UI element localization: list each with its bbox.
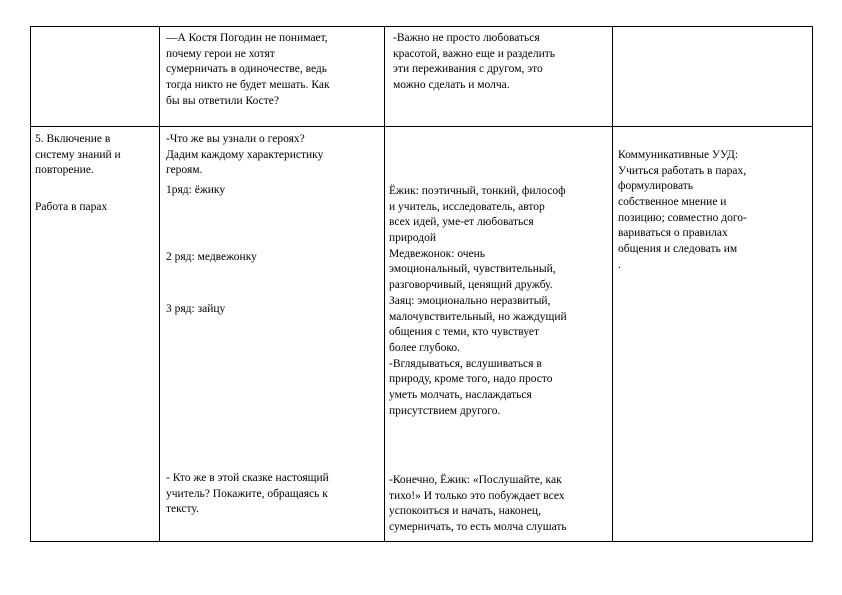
text-line: разговорчивый, ценящий дружбу.: [389, 279, 553, 292]
text-line: эти переживания с другом, это: [393, 63, 543, 76]
text-line: формулировать: [618, 180, 694, 193]
row2-col2-intro: [166, 132, 323, 179]
row-divider: [31, 126, 812, 127]
text-line: учитель? Покажите, обращаясь к: [166, 487, 328, 500]
text-line: собственное мнение и: [618, 196, 727, 209]
text-line: .: [618, 258, 621, 271]
text-line: Учиться работать в парах,: [618, 164, 747, 177]
text-line: малочувствительный, но жаждущий: [389, 310, 567, 323]
text-line: успокоиться и начать, наконец,: [389, 505, 541, 518]
text-line: 1ряд: ёжику: [166, 184, 226, 196]
text-line: эмоциональный, чувствительный,: [389, 263, 556, 276]
text-line: 3 ряд: зайцу: [166, 303, 226, 315]
text-line: можно сделать и молча.: [393, 79, 510, 92]
text-line: общения с теми, кто чувствует: [389, 326, 540, 339]
column-divider-3: [612, 27, 613, 541]
text-line: природой: [389, 232, 436, 245]
text-line: —А Костя Погодин не понимает,: [166, 32, 328, 44]
text-line: общения и следовать им: [618, 243, 738, 256]
text-line: -Вглядываться, вслушиваться в: [389, 357, 542, 370]
text-line: бы вы ответили Косте?: [166, 94, 279, 107]
row2-col2-row3-task: [166, 302, 225, 318]
lesson-table: [30, 26, 813, 542]
text-line: 5. Включение в: [35, 133, 111, 145]
text-line: позицию; совместно дого-: [618, 211, 747, 224]
text-line: сумерничать, то есть молча слушать: [389, 521, 567, 534]
row2-col2-question: [166, 471, 329, 518]
text-line: природу, кроме того, надо просто: [389, 373, 553, 386]
text-line: присутствием другого.: [389, 404, 501, 417]
text-line: Работа в парах: [35, 201, 108, 213]
row2-col4-uud: [618, 148, 747, 274]
text-line: Ёжик: поэтичный, тонкий, философ: [389, 185, 566, 197]
text-line: всех идей, уме-ет любоваться: [389, 216, 534, 229]
text-line: Дадим каждому характеристику: [166, 148, 324, 161]
column-divider-1: [159, 27, 160, 541]
column-divider-2: [384, 27, 385, 541]
text-line: систему знаний и: [35, 148, 121, 161]
text-line: Коммуникативные УУД:: [618, 149, 739, 161]
text-line: 2 ряд: медвежонку: [166, 251, 257, 263]
text-line: тихо!» И только это побуждает всех: [389, 489, 565, 502]
text-line: более глубоко.: [389, 341, 460, 354]
text-line: героям.: [166, 164, 203, 177]
text-line: -Конечно, Ёжик: «Послушайте, как: [389, 474, 562, 486]
row2-col3-final-answer: [389, 473, 567, 536]
text-line: тексту.: [166, 503, 199, 516]
text-line: - Кто же в этой сказке настоящий: [166, 472, 329, 484]
row2-col2-row1-task: [166, 183, 225, 199]
row2-col2-row2-task: [166, 250, 257, 266]
text-line: вариваться о правилах: [618, 227, 728, 240]
row2-col1-stage: [35, 132, 121, 179]
row1-col2-question: [166, 31, 330, 109]
text-line: Медвежонок: очень: [389, 247, 486, 260]
text-line: и учитель, исследователь, автор: [389, 200, 545, 213]
text-line: -Важно не просто любоваться: [393, 32, 540, 44]
text-line: повторение.: [35, 164, 94, 177]
row1-col3-answer: [393, 31, 555, 94]
text-line: -Что же вы узнали о героях?: [166, 133, 305, 145]
text-line: сумерничать в одиночестве, ведь: [166, 63, 327, 76]
row2-col3-characteristics: [389, 184, 567, 419]
row2-col1-work-mode: [35, 200, 107, 216]
text-line: красотой, важно еще и разделить: [393, 47, 556, 60]
text-line: почему герои не хотят: [166, 47, 275, 60]
text-line: уметь молчать, наслаждаться: [389, 388, 532, 401]
text-line: Заяц: эмоционально неразвитый,: [389, 294, 551, 307]
text-line: тогда никто не будет мешать. Как: [166, 79, 330, 92]
